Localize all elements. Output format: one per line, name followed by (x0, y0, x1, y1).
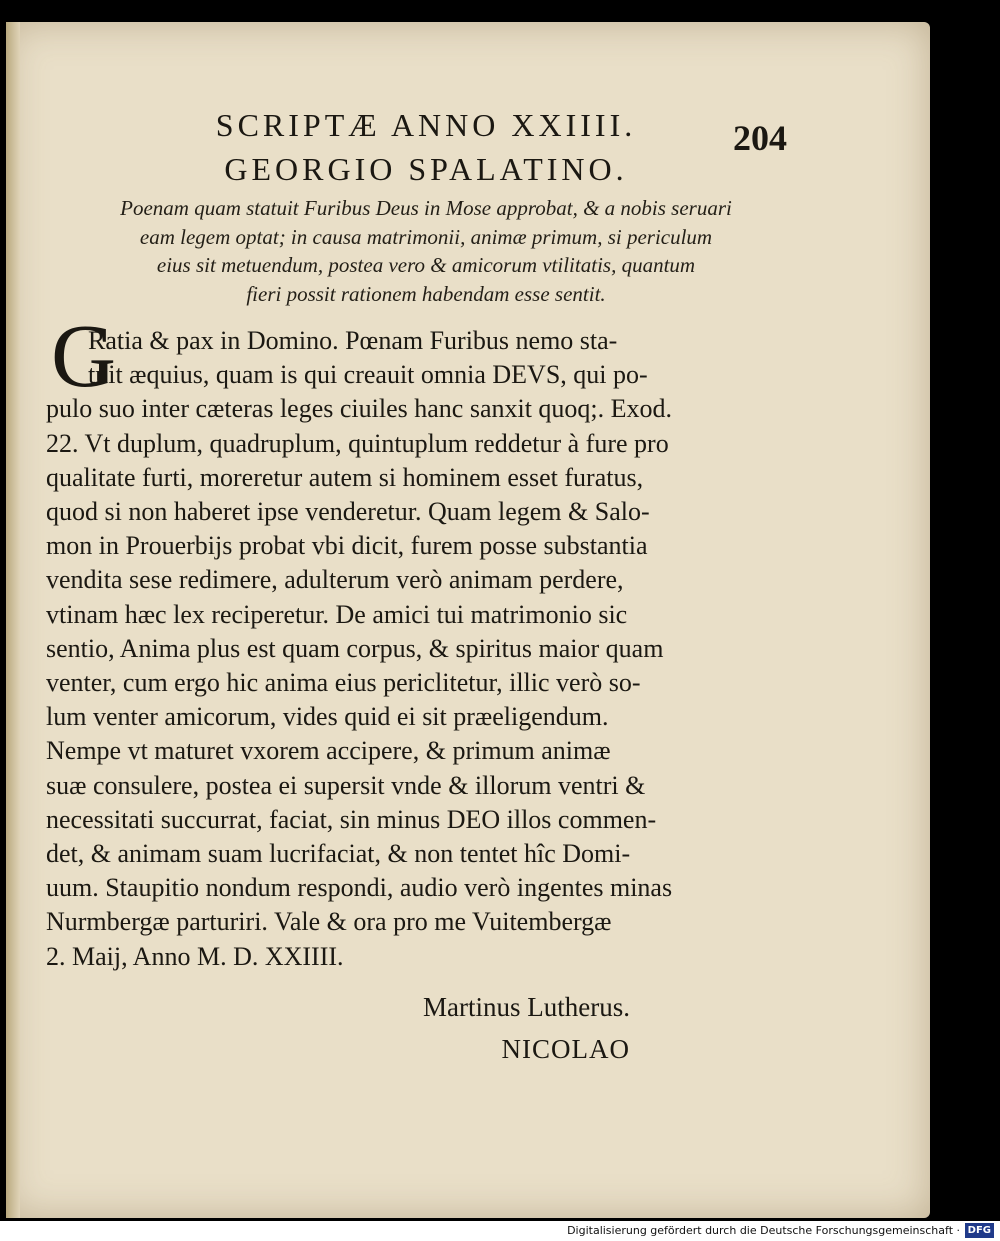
letter-addressee: GEORGIO SPALATINO. (224, 151, 628, 187)
body-line: suæ consulere, postea ei supersit vnde & illorum ventri & (46, 770, 646, 800)
footer-bar (0, 1221, 1000, 1241)
letter-summary (46, 194, 806, 308)
summary-line: eius sit metuendum, postea vero & amicorum vtilitatis, quantum (156, 253, 696, 277)
page-number: 204 (733, 118, 787, 158)
catchword: NICOLAO (501, 1034, 630, 1064)
body-line: vendita sese redimere, adulterum verò animam perdere, (46, 565, 624, 595)
running-head: SCRIPTÆ ANNO XXIIII. (215, 107, 637, 143)
signature: Martinus Lutherus. (423, 992, 630, 1022)
body-line: tuit æquius, quam is qui creauit omnia DEVS, qui po- (88, 360, 648, 390)
summary-line: fieri possit rationem habendam esse sentit. (246, 281, 606, 306)
funding-credit: Digitalisierung gefördert durch die Deutsche Forschungsgemeinschaft · (567, 1224, 960, 1237)
body-line: Ratia & pax in Domino. Pœnam Furibus nemo sta- (88, 326, 618, 355)
body-line: sentio, Anima plus est quam corpus, & spiritus maior quam (46, 633, 664, 663)
body-line: vtinam hæc lex reciperetur. De amici tui matrimonio sic (46, 599, 628, 629)
body-line: uum. Staupitio nondum respondi, audio verò ingentes minas (46, 873, 673, 903)
body-line: pulo suo inter cæteras leges ciuiles hanc sanxit quoq;. Exod. (46, 394, 673, 424)
body-line: mon in Prouerbijs probat vbi dicit, furem posse substantia (46, 531, 648, 561)
dfg-logo-icon: DFG (965, 1223, 994, 1238)
summary-line: Poenam quam statuit Furibus Deus in Mose approbat, & a nobis seruari (120, 196, 732, 220)
body-line: qualitate furti, moreretur autem si hominem esset furatus, (46, 462, 644, 492)
body-line: det, & animam suam lucrifaciat, & non tentet hîc Domi- (46, 839, 631, 869)
body-line: 22. Vt duplum, quadruplum, quintuplum reddetur à fure pro (46, 428, 669, 458)
book-page (6, 22, 930, 1218)
body-line: 2. Maij, Anno M. D. XXIIII. (46, 941, 344, 971)
body-line: necessitati succurrat, faciat, sin minus DEO illos commen- (46, 804, 657, 834)
drop-cap: G (51, 307, 116, 406)
body-line: Nempe vt maturet vxorem accipere, & primum animæ (46, 736, 611, 766)
body-line: Nurmbergæ parturiri. Vale & ora pro me Vuitembergæ (46, 907, 612, 937)
summary-line: eam legem optat; in causa matrimonii, animæ primum, si periculum (139, 224, 713, 249)
letter-body (46, 324, 726, 974)
body-line: quod si non haberet ipse venderetur. Quam legem & Salo- (46, 497, 650, 527)
body-line: venter, cum ergo hic anima eius periclitetur, illic verò so- (46, 668, 641, 698)
body-line: lum venter amicorum, vides quid ei sit præeligendum. (46, 702, 609, 732)
page-gutter (6, 22, 20, 1218)
